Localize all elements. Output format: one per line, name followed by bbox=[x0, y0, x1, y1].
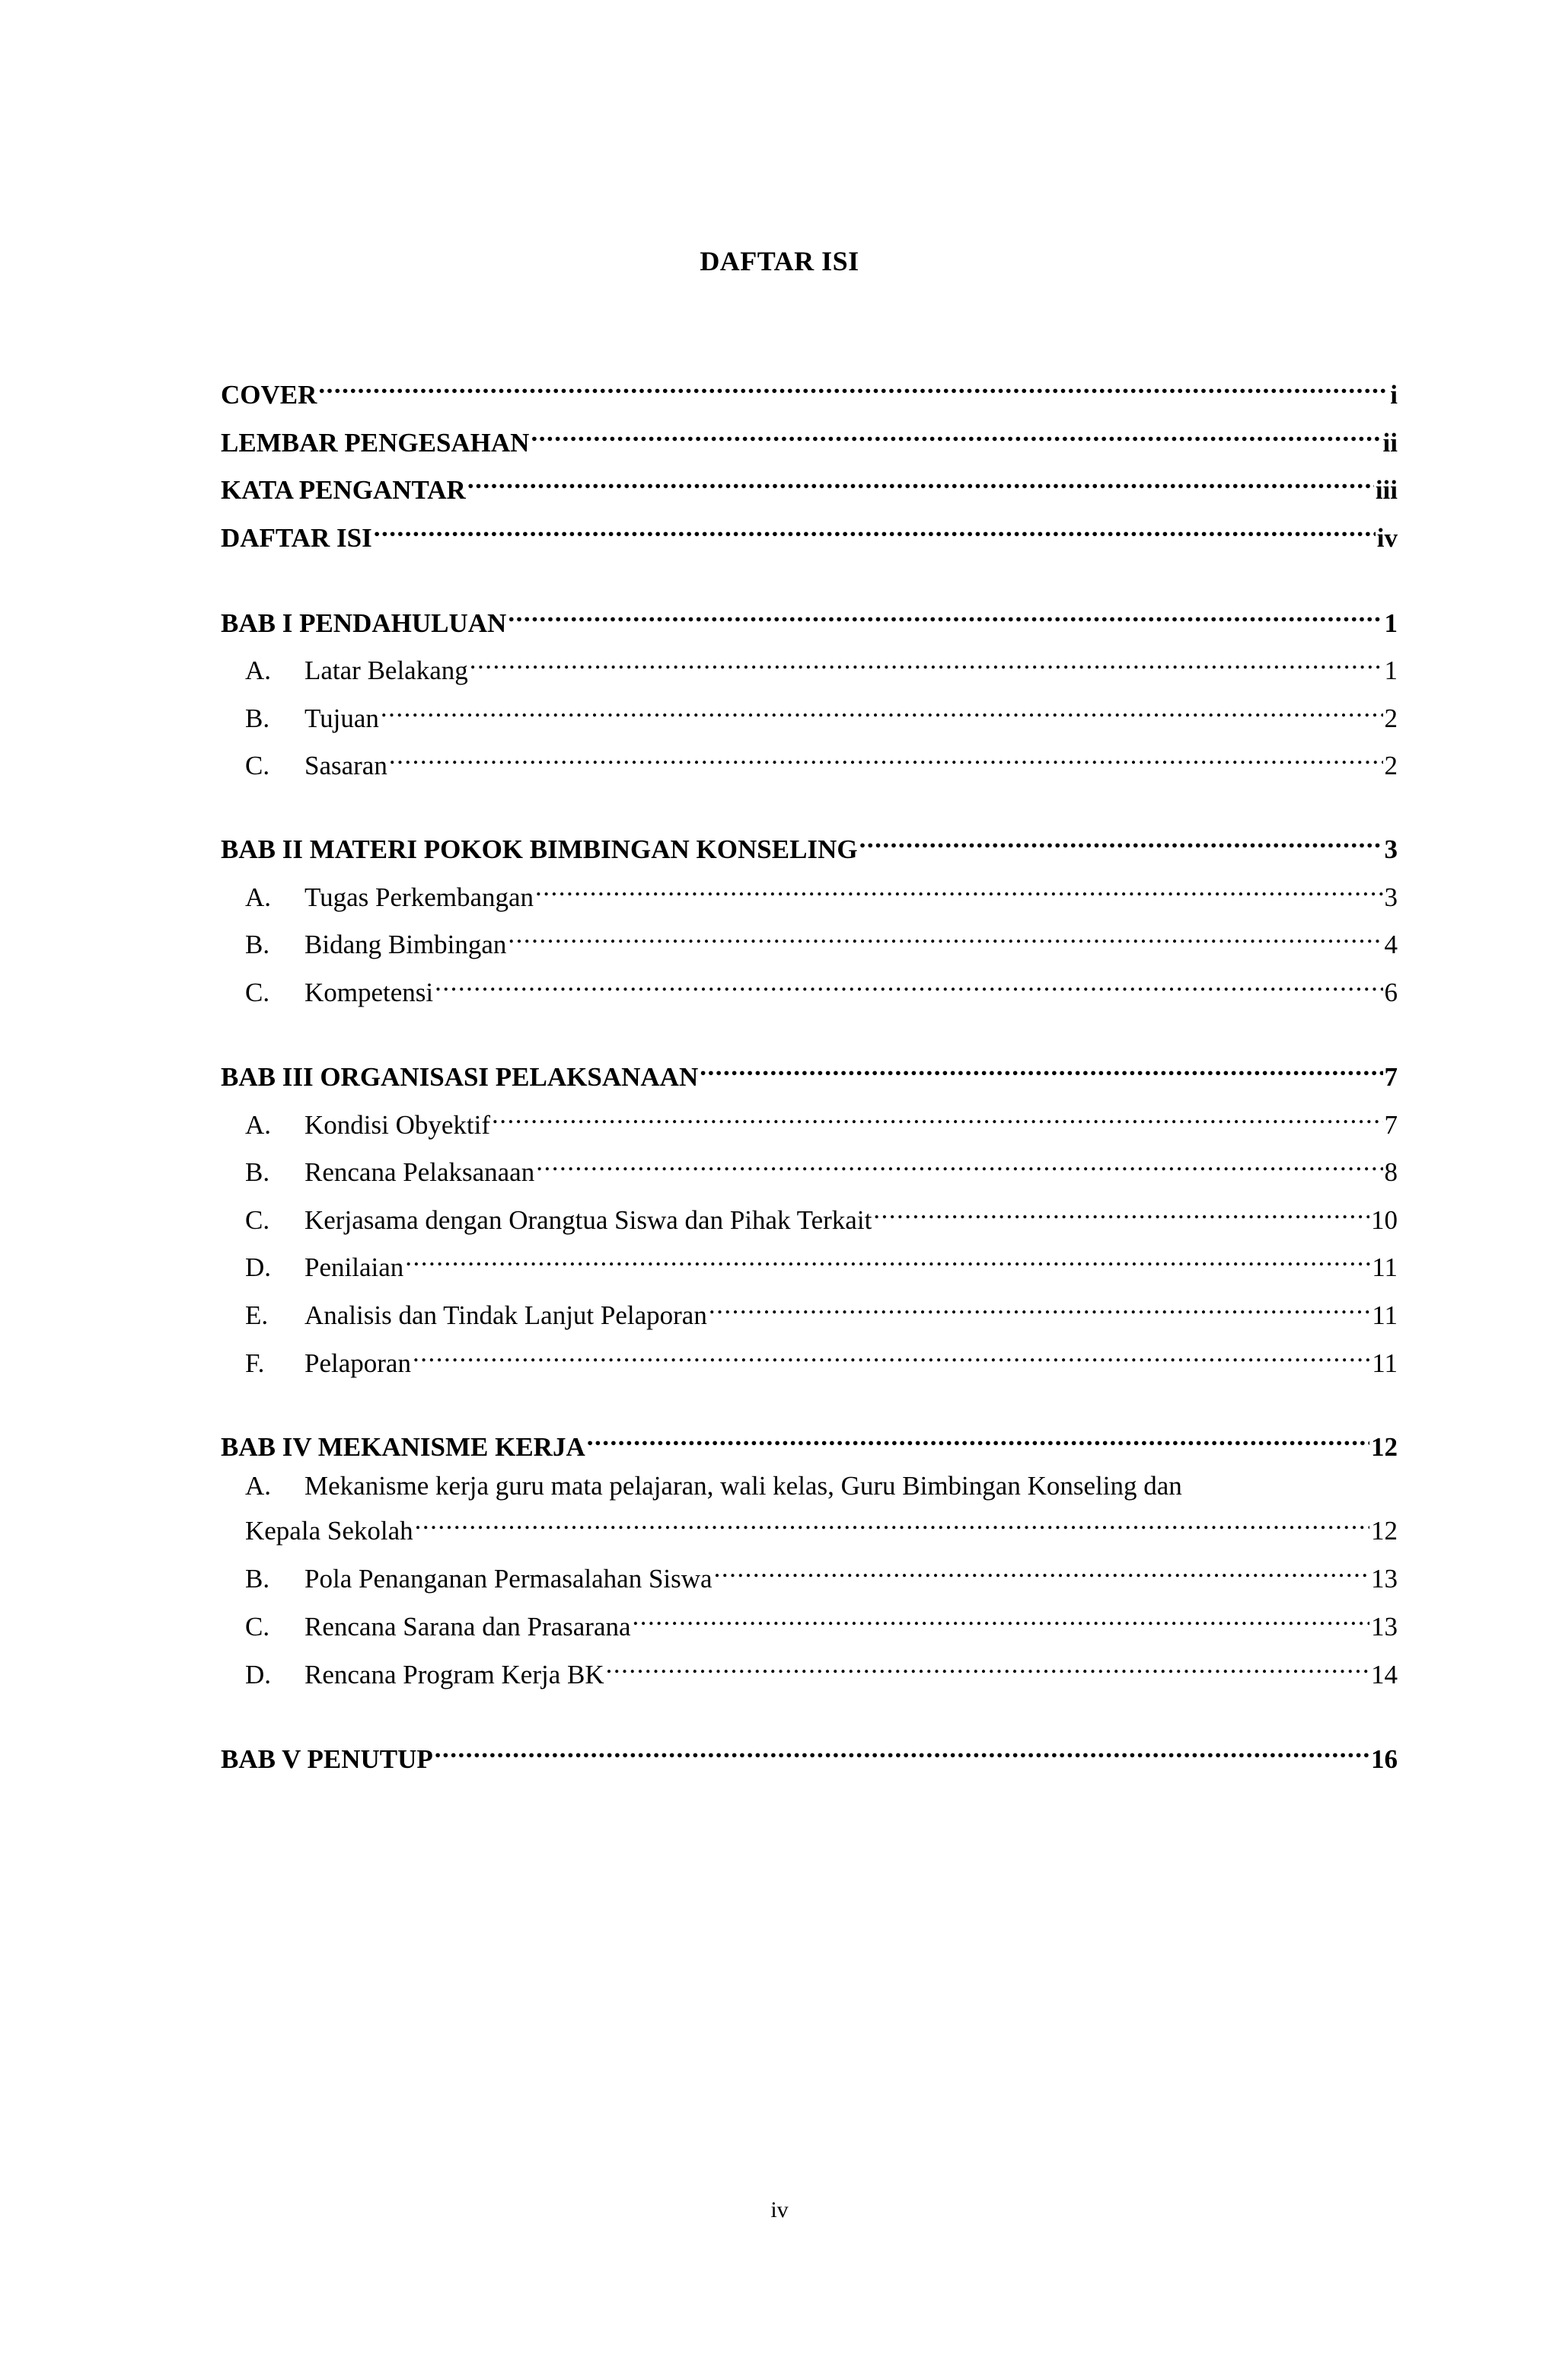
toc-entry-label: Kepala Sekolah bbox=[245, 1516, 413, 1546]
toc-section-wrapped-second-line[interactable] bbox=[245, 1504, 1398, 1546]
dot-leader bbox=[470, 644, 1383, 679]
toc-section-wrapped-first-line[interactable] bbox=[245, 1469, 1398, 1504]
toc-section[interactable] bbox=[245, 966, 1398, 1007]
toc-entry-label: BAB V PENUTUP bbox=[221, 1744, 433, 1774]
toc-entry-label: Latar Belakang bbox=[304, 656, 468, 685]
toc-page-number: 2 bbox=[1384, 703, 1398, 733]
dot-leader bbox=[531, 416, 1381, 451]
toc-page-number: 12 bbox=[1371, 1516, 1398, 1546]
toc-page-number: 13 bbox=[1371, 1564, 1398, 1594]
toc-entry-label: BAB II MATERI POKOK BIMBINGAN KONSELING bbox=[221, 834, 858, 864]
dot-leader bbox=[415, 1504, 1369, 1539]
toc-entry-label: Bidang Bimbingan bbox=[304, 930, 507, 959]
toc-section[interactable] bbox=[245, 1241, 1398, 1282]
toc-page-number: 1 bbox=[1384, 656, 1398, 685]
toc-page-number: 2 bbox=[1384, 751, 1398, 780]
toc-entry-label: Kondisi Obyektif bbox=[304, 1110, 491, 1140]
toc-page-number: 4 bbox=[1384, 930, 1398, 959]
toc-page-number: 13 bbox=[1371, 1612, 1398, 1641]
toc-section[interactable] bbox=[245, 1648, 1398, 1689]
toc-entry-label: Kompetensi bbox=[304, 978, 434, 1007]
toc-page-number: 7 bbox=[1384, 1110, 1398, 1140]
dot-leader bbox=[536, 1146, 1382, 1181]
toc-page-number: 7 bbox=[1384, 1062, 1398, 1092]
toc-entry-label: KATA PENGANTAR bbox=[221, 475, 466, 505]
section-letter: B. bbox=[245, 1157, 270, 1187]
dot-leader bbox=[508, 918, 1382, 953]
toc-page-number: 16 bbox=[1371, 1744, 1398, 1774]
toc-section[interactable] bbox=[245, 918, 1398, 959]
toc-entry-daftar-isi[interactable] bbox=[221, 512, 1398, 553]
toc-page-number: 12 bbox=[1371, 1432, 1398, 1462]
toc-section[interactable] bbox=[245, 1552, 1398, 1594]
dot-leader bbox=[435, 1733, 1369, 1768]
toc-section[interactable] bbox=[245, 1600, 1398, 1641]
section-letter: F. bbox=[245, 1348, 265, 1378]
toc-entry-label: BAB I PENDAHULUAN bbox=[221, 608, 507, 638]
toc-entry-label: Rencana Program Kerja BK bbox=[304, 1660, 604, 1689]
dot-leader bbox=[859, 823, 1383, 858]
dot-leader bbox=[606, 1648, 1369, 1683]
dot-leader bbox=[374, 512, 1376, 547]
toc-entry-cover[interactable] bbox=[221, 368, 1398, 410]
toc-page-number: 11 bbox=[1372, 1252, 1398, 1282]
section-letter: B. bbox=[245, 703, 270, 733]
toc-page-number: 14 bbox=[1371, 1660, 1398, 1689]
dot-leader bbox=[467, 464, 1374, 499]
toc-entry-label: BAB IV MEKANISME KERJA bbox=[221, 1432, 585, 1462]
toc-entry-label: Kerjasama dengan Orangtua Siswa dan Pihak Terkait bbox=[304, 1205, 872, 1235]
toc-entry-label: Pelaporan bbox=[304, 1348, 411, 1378]
toc-entry-label: Pola Penanganan Permasalahan Siswa bbox=[304, 1564, 713, 1594]
section-letter: C. bbox=[245, 1205, 270, 1235]
section-letter: A. bbox=[245, 882, 272, 912]
toc-section[interactable] bbox=[245, 644, 1398, 685]
section-letter: D. bbox=[245, 1252, 272, 1282]
toc-entry-label: Penilaian bbox=[304, 1252, 404, 1282]
dot-leader bbox=[413, 1337, 1370, 1372]
toc-entry-label: Tugas Perkembangan bbox=[304, 882, 534, 912]
dot-leader bbox=[633, 1600, 1369, 1635]
dot-leader bbox=[492, 1099, 1382, 1134]
section-letter: D. bbox=[245, 1660, 272, 1689]
toc-section[interactable] bbox=[245, 692, 1398, 733]
dot-leader bbox=[587, 1421, 1369, 1456]
toc-entry-label: Sasaran bbox=[304, 751, 387, 780]
toc-entry-label: DAFTAR ISI bbox=[221, 523, 372, 553]
section-letter: E. bbox=[245, 1300, 269, 1330]
dot-leader bbox=[381, 692, 1383, 727]
dot-leader bbox=[700, 1051, 1382, 1086]
section-letter: C. bbox=[245, 1612, 270, 1641]
dot-leader bbox=[873, 1194, 1369, 1229]
dot-leader bbox=[318, 368, 1388, 404]
toc-page-number: 6 bbox=[1384, 978, 1398, 1007]
toc-entry-label: Rencana Sarana dan Prasarana bbox=[304, 1612, 631, 1641]
toc-page-number: 8 bbox=[1384, 1157, 1398, 1187]
section-letter: A. bbox=[245, 1110, 272, 1140]
toc-chapter-bab-4[interactable] bbox=[221, 1421, 1398, 1462]
dot-leader bbox=[535, 871, 1382, 906]
toc-section[interactable] bbox=[245, 1146, 1398, 1187]
toc-entry-label: Mekanisme kerja guru mata pelajaran, wali kelas, Guru Bimbingan Konseling dan bbox=[304, 1471, 1182, 1501]
toc-entry-label: Rencana Pelaksanaan bbox=[304, 1157, 535, 1187]
toc-section[interactable] bbox=[245, 1337, 1398, 1378]
toc-entry-label: Analisis dan Tindak Lanjut Pelaporan bbox=[304, 1300, 707, 1330]
toc-page-number: iii bbox=[1375, 475, 1398, 505]
toc-chapter-bab-5[interactable] bbox=[221, 1733, 1398, 1774]
section-letter: B. bbox=[245, 930, 270, 959]
dot-leader bbox=[435, 966, 1382, 1001]
toc-page-number: 11 bbox=[1372, 1348, 1398, 1378]
dot-leader bbox=[709, 1289, 1370, 1324]
toc-section[interactable] bbox=[245, 871, 1398, 912]
section-letter: C. bbox=[245, 978, 270, 1007]
toc-entry-kata-pengantar[interactable] bbox=[221, 464, 1398, 505]
dot-leader bbox=[508, 597, 1382, 632]
toc-entry-label: LEMBAR PENGESAHAN bbox=[221, 428, 530, 458]
toc-chapter-bab-3[interactable] bbox=[221, 1051, 1398, 1092]
section-letter: B. bbox=[245, 1564, 270, 1594]
footer-page-number: iv bbox=[770, 2197, 789, 2222]
toc-page-number: 3 bbox=[1384, 834, 1398, 864]
toc-page-number: 3 bbox=[1384, 882, 1398, 912]
toc-section[interactable] bbox=[245, 739, 1398, 780]
dot-leader bbox=[405, 1241, 1370, 1276]
section-letter: A. bbox=[245, 1471, 272, 1501]
toc-page-number: ii bbox=[1382, 428, 1398, 458]
toc-entry-label: BAB III ORGANISASI PELAKSANAAN bbox=[221, 1062, 699, 1092]
toc-section[interactable] bbox=[245, 1099, 1398, 1140]
toc-chapter-bab-2[interactable] bbox=[221, 823, 1398, 864]
toc-section[interactable] bbox=[245, 1194, 1398, 1235]
toc-page-number: 11 bbox=[1372, 1300, 1398, 1330]
page-title: DAFTAR ISI bbox=[700, 246, 859, 276]
section-letter: C. bbox=[245, 751, 270, 780]
toc-page-number: iv bbox=[1376, 523, 1398, 553]
toc-page-number: i bbox=[1390, 380, 1398, 410]
toc-page-number: 1 bbox=[1384, 608, 1398, 638]
toc-entry-lembar-pengesahan[interactable] bbox=[221, 416, 1398, 458]
dot-leader bbox=[389, 739, 1383, 774]
toc-page-number: 10 bbox=[1371, 1205, 1398, 1235]
toc-section[interactable] bbox=[245, 1289, 1398, 1330]
toc-chapter-bab-1[interactable] bbox=[221, 597, 1398, 638]
toc-entry-label: COVER bbox=[221, 380, 317, 410]
section-letter: A. bbox=[245, 656, 272, 685]
dot-leader bbox=[714, 1552, 1369, 1587]
toc-entry-label: Tujuan bbox=[304, 703, 379, 733]
